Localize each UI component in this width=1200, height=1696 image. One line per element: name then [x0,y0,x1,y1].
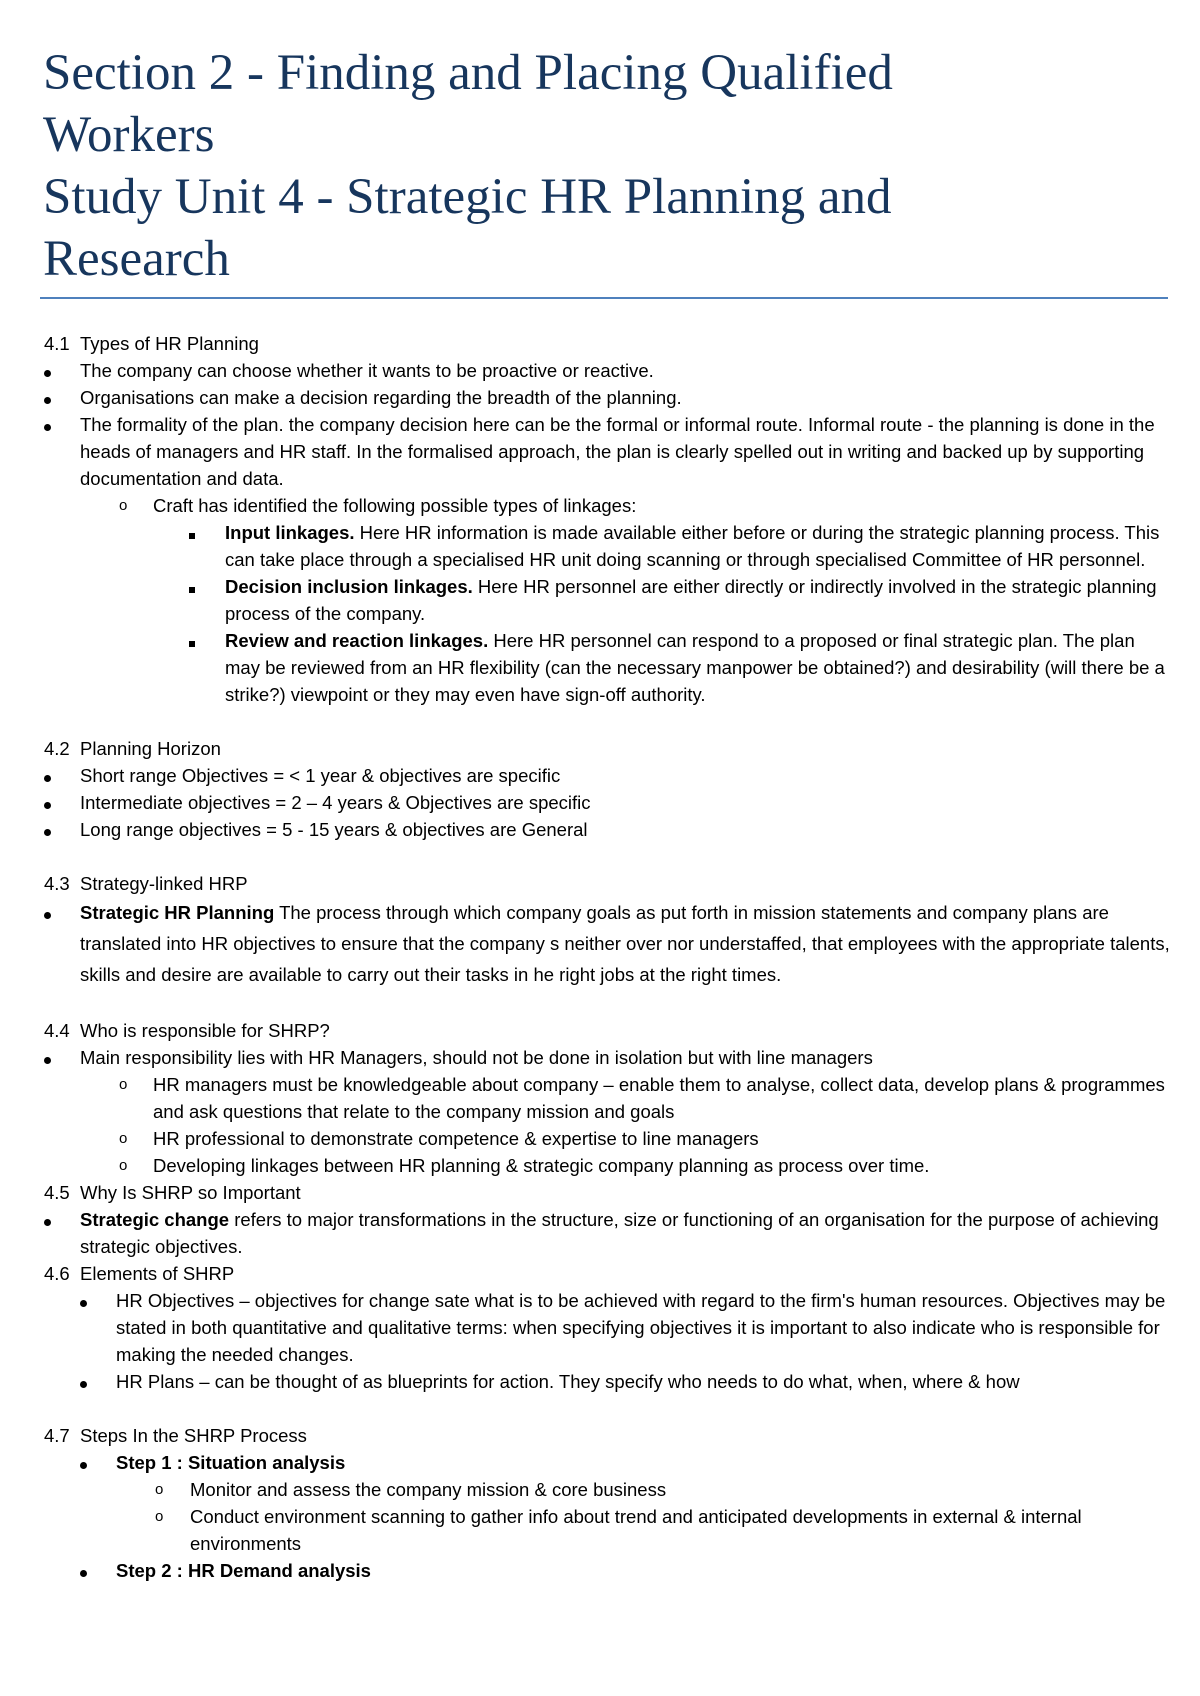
bullet-icon [80,1287,87,1314]
title-line: Section 2 - Finding and Placing Qualified [43,45,893,101]
sub-list-item [44,492,1174,519]
section-title: Elements of SHRP [80,1263,235,1284]
section-title: Planning Horizon [80,738,221,759]
title-line: Workers [43,107,215,163]
list-item-text: HR managers must be knowledgeable about company – enable them to analyse, collect data, develop plans & programmes and ask questions that relate to the company mission and goals [153,1074,1165,1122]
circle-bullet-icon: o [119,497,128,514]
section-number: 4.1 [44,333,70,354]
list-item [44,1044,1174,1071]
list-item-text: HR Plans – can be thought of as blueprints for action. They specify who needs to do what, when, where & how [116,1371,1020,1392]
section-number: 4.4 [44,1020,70,1041]
list-item [44,897,1174,990]
list-item-text: Long range objectives = 5 - 15 years & objectives are General [80,819,588,840]
section-heading [44,1017,1174,1044]
section-title: Who is responsible for SHRP? [80,1020,330,1041]
list-item [44,357,1174,384]
bullet-icon [80,1449,87,1476]
list-item-text: HR Objectives – objectives for change sate what is to be achieved with regard to the firm's human resources. Objectives may be stated in both quantitative and qualitative terms: when specifying objectives it is important to also indicate who is responsible for making the needed changes. [116,1290,1166,1365]
list-item-text: Conduct environment scanning to gather info about trend and anticipated developments in external & internal environments [190,1506,1082,1554]
sub-sub-list-item [44,573,1174,627]
section-heading [44,1260,1174,1287]
bullet-icon [44,384,51,411]
square-bullet-icon [189,573,195,600]
section-title: Why Is SHRP so Important [80,1182,301,1203]
section-title: Types of HR Planning [80,333,259,354]
term-label: Strategic change [80,1209,230,1230]
circle-bullet-icon: o [155,1481,164,1498]
list-item-text: Main responsibility lies with HR Managers, should not be done in isolation but with line managers [80,1047,873,1068]
circle-bullet-icon: o [155,1508,164,1525]
list-item-text: Here HR information is made available either before or during the strategic planning process. This can take place through a specialised HR unit doing scanning or through specialised Committee of HR personnel. [225,522,1160,570]
section-number: 4.5 [44,1182,70,1203]
bullet-icon [44,411,51,438]
document-title [43,42,1163,290]
section-heading [44,870,1174,897]
document-body [44,330,1174,1584]
list-item-text: Craft has identified the following possible types of linkages: [153,495,637,516]
title-line: Study Unit 4 - Strategic HR Planning and [43,169,892,225]
circle-bullet-icon: o [119,1076,128,1093]
list-item [44,789,1174,816]
title-line: Research [43,231,230,287]
bullet-icon [44,357,51,384]
sub-list-item [44,1125,1174,1152]
section-title: Steps In the SHRP Process [80,1425,307,1446]
list-item [44,816,1174,843]
bullet-icon [44,1206,51,1233]
list-item-text: Here HR personnel are either directly or indirectly involved in the strategic planning process of the company. [225,576,1157,624]
title-underline [40,297,1168,299]
list-item [44,1449,1174,1476]
term-label: Input linkages. [225,522,355,543]
list-item-text: The process through which company goals as put forth in mission statements and company plans are translated into HR objectives to ensure that the company s neither over nor understaffed, that employees with the appropriate talents, skills and desire are available to carry out their tasks in he right jobs at the right times. [80,902,1170,985]
term-label: Strategic HR Planning [80,902,275,923]
list-item-text: The company can choose whether it wants to be proactive or reactive. [80,360,654,381]
sub-list-item [44,1503,1174,1557]
list-item-text: Organisations can make a decision regarding the breadth of the planning. [80,387,682,408]
sub-list-item [44,1476,1174,1503]
list-item-text: Here HR personnel can respond to a proposed or final strategic plan. The plan may be reviewed from an HR flexibility (can the necessary manpower be obtained?) and desirability (will there be a strike?) viewpoint or they may even have sign-off authority. [225,630,1165,705]
term-label: Decision inclusion linkages. [225,576,473,597]
section-heading [44,330,1174,357]
step-label: Step 1 : Situation analysis [116,1452,346,1473]
circle-bullet-icon: o [119,1130,128,1147]
list-item [44,1368,1174,1395]
circle-bullet-icon: o [119,1157,128,1174]
section-number: 4.3 [44,873,70,894]
list-item [44,1287,1174,1368]
sub-sub-list-item [44,627,1174,708]
sub-list-item [44,1071,1174,1125]
list-item [44,762,1174,789]
list-item-text: HR professional to demonstrate competence & expertise to line managers [153,1128,759,1149]
list-item-text: Intermediate objectives = 2 – 4 years & Objectives are specific [80,792,591,813]
square-bullet-icon [189,519,195,546]
list-item-text: refers to major transformations in the structure, size or functioning of an organisation for the purpose of achieving strategic objectives. [80,1209,1159,1257]
section-heading [44,1422,1174,1449]
bullet-icon [44,789,51,816]
list-item [44,1206,1174,1260]
square-bullet-icon [189,627,195,654]
list-item [44,411,1174,492]
section-number: 4.7 [44,1425,70,1446]
section-number: 4.2 [44,738,70,759]
term-label: Review and reaction linkages. [225,630,489,651]
list-item-text: Developing linkages between HR planning & strategic company planning as process over time. [153,1155,930,1176]
list-item-text: Short range Objectives = < 1 year & objectives are specific [80,765,561,786]
bullet-icon [44,762,51,789]
list-item-text: Monitor and assess the company mission & core business [190,1479,667,1500]
sub-list-item [44,1152,1174,1179]
section-title: Strategy-linked HRP [80,873,248,894]
bullet-icon [80,1368,87,1395]
section-heading [44,735,1174,762]
bullet-icon [80,1557,87,1584]
bullet-icon [44,897,51,928]
section-heading [44,1179,1174,1206]
list-item-text: The formality of the plan. the company decision here can be the formal or informal route. Informal route - the planning is done in the heads of managers and HR staff. In the formalised approach, the plan is clearly spelled out in writing and backed up by supporting documentation and data. [80,414,1155,489]
section-number: 4.6 [44,1263,70,1284]
list-item [44,1557,1174,1584]
list-item [44,384,1174,411]
step-label: Step 2 : HR Demand analysis [116,1560,371,1581]
bullet-icon [44,1044,51,1071]
sub-sub-list-item [44,519,1174,573]
bullet-icon [44,816,51,843]
